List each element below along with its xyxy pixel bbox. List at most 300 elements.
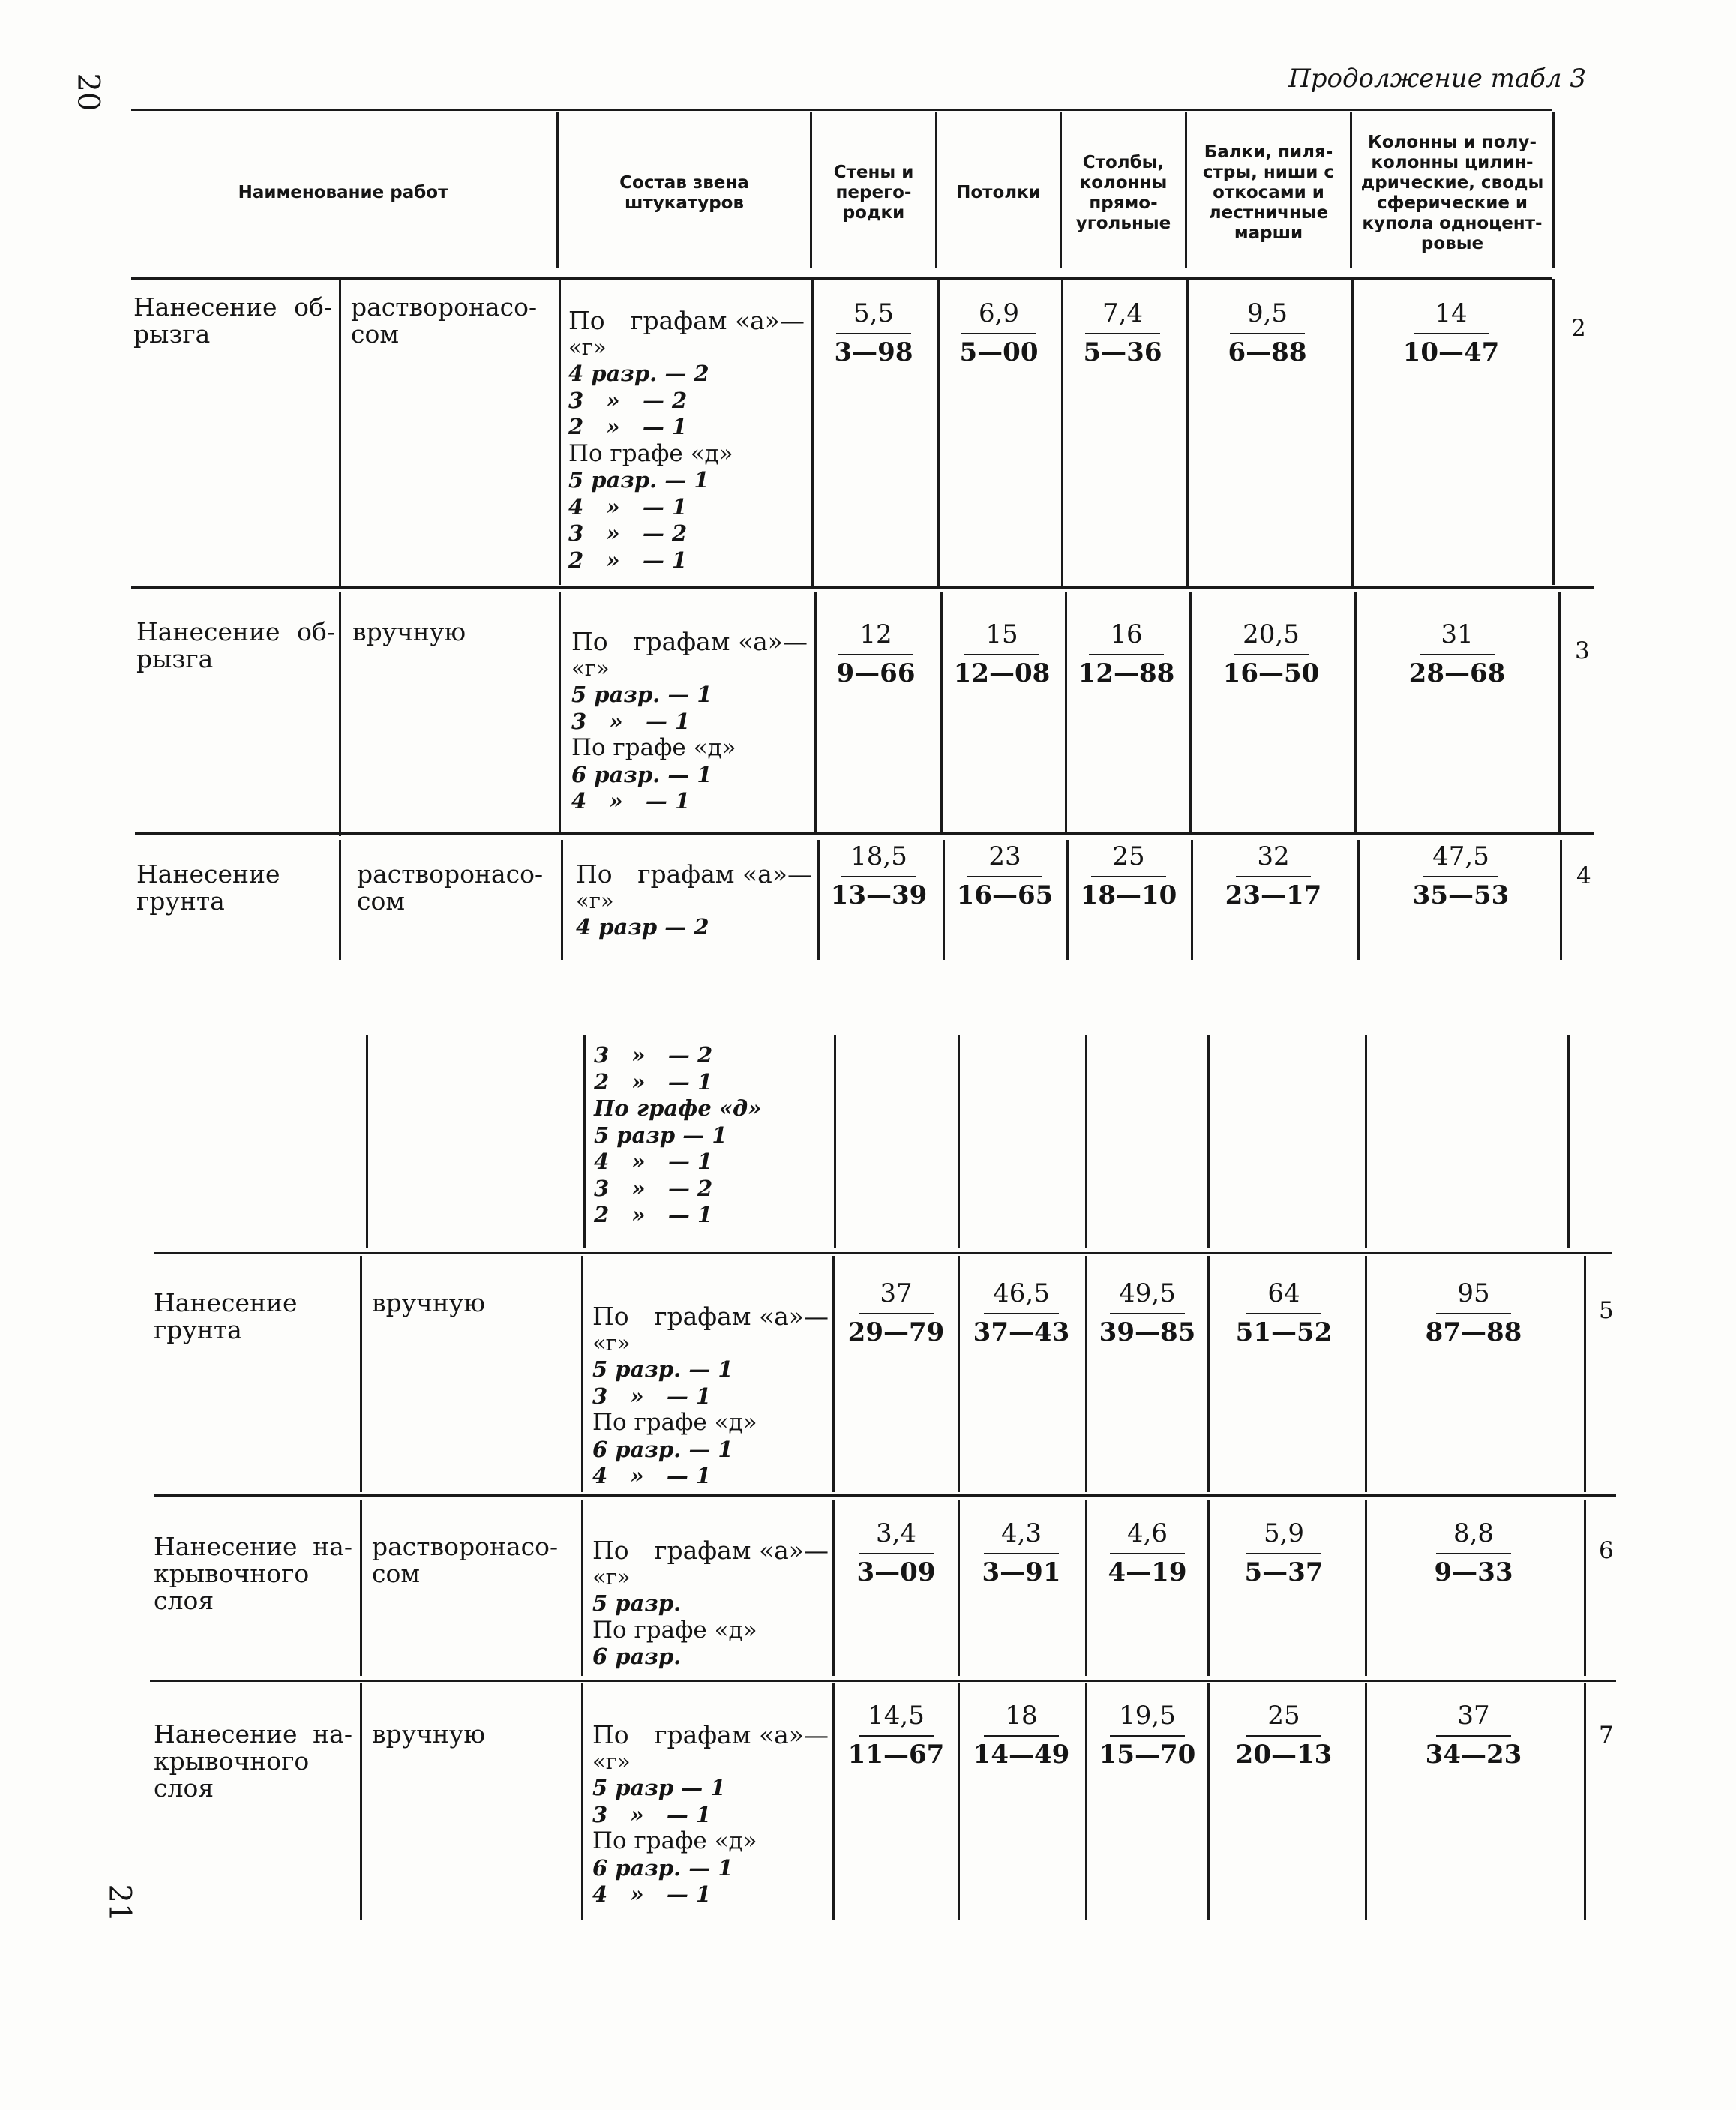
row-number: 7 (1599, 1722, 1614, 1749)
norm-time: 16 (1110, 619, 1143, 649)
norm-time: 37 (880, 1278, 913, 1308)
work-name-word: на- (313, 1719, 352, 1749)
col-divider (360, 1500, 362, 1676)
norm-value (1072, 841, 1185, 910)
norm-value (1091, 1701, 1204, 1770)
norm-value (820, 619, 932, 688)
norm-time: 64 (1267, 1278, 1300, 1308)
norm-time: 5,9 (1263, 1518, 1305, 1548)
header-text: марши (1234, 223, 1303, 243)
work-method-line: сом (372, 1559, 421, 1588)
crew-composition (592, 1722, 829, 1908)
col-divider (583, 1035, 586, 1248)
norm-value (965, 1278, 1078, 1347)
norm-price: 18—10 (1080, 880, 1177, 910)
norm-price: 35—53 (1412, 880, 1510, 910)
crew-line: 5 разр. (592, 1590, 682, 1616)
norm-time: 47,5 (1432, 841, 1489, 871)
continuation-label: Продолжение табл 3 (1288, 64, 1586, 94)
header-pillars (1062, 112, 1185, 274)
norm-time: 18 (1005, 1701, 1038, 1731)
norm-value (823, 841, 935, 910)
norm-time: 31 (1441, 619, 1474, 649)
work-name-line (154, 1290, 352, 1317)
crew-line: «г» (592, 1563, 631, 1590)
crew-line: 4 разр — 2 (576, 914, 709, 940)
crew-word: графам «а»— (654, 1302, 829, 1331)
work-name (154, 1721, 352, 1802)
header-text: колонны цилин- (1371, 152, 1534, 172)
col-divider (1191, 840, 1193, 960)
work-method-line: вручную (372, 1719, 486, 1749)
work-method-line: вручную (372, 1288, 486, 1317)
col-divider (1354, 592, 1357, 832)
header-text: колонны (1079, 172, 1168, 193)
crew-line: 3 » — 1 (571, 708, 691, 734)
work-name (136, 619, 335, 673)
header-ceilings (937, 112, 1060, 274)
norm-value (949, 841, 1061, 910)
col-divider (1365, 1256, 1367, 1492)
norm-price: 5—36 (1083, 337, 1162, 367)
crew-line: 5 разр — 1 (592, 1775, 726, 1800)
col-divider (940, 592, 943, 832)
norm-time: 25 (1267, 1701, 1300, 1731)
norm-price: 9—66 (836, 658, 916, 688)
work-method-line: растворонасо- (372, 1532, 559, 1561)
crew-line: 2 » — 1 (568, 414, 688, 439)
norm-price: 9—33 (1434, 1557, 1513, 1587)
work-method-line: растворонасо- (351, 292, 538, 322)
col-divider (360, 1683, 362, 1920)
col-divider (937, 279, 940, 586)
col-divider (832, 1500, 835, 1676)
norm-time: 20,5 (1243, 619, 1300, 649)
header-text: лестничные (1208, 203, 1329, 223)
crew-line: «г» (592, 1329, 631, 1356)
work-name-line: слоя (154, 1773, 214, 1803)
norm-price: 13—39 (830, 880, 928, 910)
norm-price: 5—37 (1244, 1557, 1324, 1587)
work-name-line (133, 294, 332, 321)
norm-price: 15—70 (1099, 1740, 1196, 1770)
crew-line: 3 » — 1 (592, 1383, 712, 1409)
norm-time: 9,5 (1246, 298, 1288, 328)
col-divider (811, 279, 814, 586)
crew-line: 4 разр. — 2 (568, 361, 709, 386)
norm-value (1417, 1701, 1530, 1770)
col-divider (561, 840, 563, 960)
table-top-rule (131, 109, 1552, 111)
norm-time: 95 (1457, 1278, 1490, 1308)
crew-line: По графе «д» (594, 1095, 762, 1121)
crew-line: По графе «д» (592, 1827, 757, 1854)
work-method-line: растворонасо- (357, 859, 544, 889)
norm-price: 23—17 (1225, 880, 1322, 910)
col-divider (581, 1683, 583, 1920)
col-divider (1085, 1256, 1087, 1492)
col-divider (1552, 112, 1555, 268)
norm-price: 3—09 (856, 1557, 936, 1587)
work-name-line (154, 1721, 352, 1748)
header-text: купола одноцент- (1362, 213, 1543, 233)
norm-price: 28—68 (1408, 658, 1506, 688)
norm-time: 49,5 (1119, 1278, 1176, 1308)
col-divider (1351, 279, 1354, 586)
crew-line: По графе «д» (571, 734, 736, 761)
col-divider (1560, 840, 1562, 960)
work-name-word: Нанесение (154, 1532, 298, 1561)
col-divider (581, 1500, 583, 1676)
col-divider (1085, 1683, 1087, 1920)
crew-composition (594, 1042, 761, 1229)
norm-price: 3—91 (982, 1557, 1061, 1587)
norm-price: 29—79 (847, 1317, 945, 1347)
norm-price: 14—49 (973, 1740, 1070, 1770)
norm-value (1417, 1278, 1530, 1347)
header-beams (1187, 112, 1350, 274)
norm-price: 5—00 (959, 337, 1039, 367)
work-method (357, 861, 543, 915)
crew-line: По графе «д» (592, 1616, 757, 1644)
col-divider (1365, 1035, 1367, 1248)
crew-word: графам «а»— (654, 1536, 829, 1565)
col-divider (1207, 1035, 1210, 1248)
crew-word: графам «а»— (630, 306, 805, 335)
row-rule (135, 832, 1594, 835)
norm-time: 15 (985, 619, 1018, 649)
norm-time: 19,5 (1119, 1701, 1176, 1731)
header-text: Балки, пиля- (1204, 142, 1333, 162)
crew-composition (571, 628, 808, 815)
col-divider (1207, 1500, 1210, 1676)
norm-time: 8,8 (1453, 1518, 1495, 1548)
norm-price: 16—65 (956, 880, 1054, 910)
crew-composition (568, 307, 805, 574)
crew-word: По (571, 627, 608, 656)
crew-line: 3 » — 2 (568, 520, 688, 546)
norm-value (1228, 1701, 1340, 1770)
norm-value (1228, 1278, 1340, 1347)
norm-time: 25 (1112, 841, 1145, 871)
col-divider (1065, 592, 1067, 832)
header-text: угольные (1075, 213, 1171, 233)
header-text: сферические и (1376, 193, 1528, 213)
norm-value (1070, 619, 1183, 688)
norm-time: 46,5 (993, 1278, 1050, 1308)
norm-value (1401, 619, 1513, 688)
row-rule (150, 1680, 1616, 1682)
work-name-line (154, 1533, 352, 1560)
work-method-line: сом (351, 319, 400, 349)
crew-line (592, 1537, 829, 1564)
crew-line: 6 разр. — 1 (592, 1436, 733, 1462)
norm-time: 4,3 (1000, 1518, 1042, 1548)
row-number: 2 (1571, 315, 1586, 342)
col-divider (1357, 840, 1360, 960)
norm-time: 14,5 (868, 1701, 925, 1731)
work-method (351, 294, 537, 348)
norm-time: 6,9 (978, 298, 1020, 328)
norm-price: 4—19 (1108, 1557, 1187, 1587)
header-text: штукатуров (624, 193, 745, 213)
norm-price: 11—67 (847, 1740, 945, 1770)
norm-value (1091, 1518, 1204, 1587)
work-name-line: рызга (136, 644, 214, 673)
norm-time: 3,4 (875, 1518, 917, 1548)
header-name (131, 112, 555, 274)
work-name-word: на- (313, 1532, 352, 1561)
row-rule (131, 586, 1594, 589)
work-name (133, 294, 332, 348)
col-divider (1186, 279, 1189, 586)
crew-line: 5 разр — 1 (594, 1122, 727, 1148)
norm-price: 3—98 (834, 337, 913, 367)
work-name-line: крывочного (154, 1559, 310, 1588)
crew-word: По (592, 1536, 629, 1565)
work-method (372, 1721, 485, 1748)
crew-line: «г» (576, 887, 614, 913)
norm-time: 32 (1257, 841, 1290, 871)
crew-line: 6 разр. — 1 (592, 1854, 733, 1881)
col-divider (1189, 592, 1192, 832)
crew-line: 6 разр. (592, 1644, 682, 1669)
crew-line: 2 » — 1 (594, 1068, 713, 1095)
crew-composition (576, 861, 812, 941)
crew-composition (592, 1537, 829, 1671)
col-divider (1558, 592, 1561, 832)
norm-time: 7,4 (1102, 298, 1144, 328)
col-divider (1552, 279, 1555, 585)
norm-time: 23 (988, 841, 1021, 871)
work-name-line: крывочного (154, 1746, 310, 1776)
norm-price: 37—43 (973, 1317, 1070, 1347)
row-rule (154, 1494, 1616, 1497)
crew-word: По (568, 306, 605, 335)
row-number: 5 (1599, 1297, 1614, 1324)
norm-value (1211, 298, 1324, 367)
work-name-line: грунта (154, 1315, 242, 1344)
crew-word: По (576, 859, 613, 889)
header-text: дрические, своды (1360, 172, 1544, 193)
crew-line (592, 1722, 829, 1749)
work-name-line: рызга (133, 319, 211, 349)
header-text: Потолки (956, 183, 1041, 202)
norm-value (1228, 1518, 1340, 1587)
col-divider (814, 592, 817, 832)
work-name-line: слоя (154, 1586, 214, 1615)
page-number-top: 20 (70, 73, 106, 112)
norm-price: 51—52 (1235, 1317, 1333, 1347)
header-text: перего- (835, 183, 912, 202)
norm-price: 20—13 (1235, 1740, 1333, 1770)
header-name-text: Наименование работ (238, 183, 448, 202)
header-composition (559, 112, 810, 274)
norm-value (1215, 619, 1327, 688)
norm-value (965, 1518, 1078, 1587)
crew-line: 3 » — 2 (594, 1042, 713, 1068)
norm-value (943, 298, 1055, 367)
col-divider (339, 840, 341, 960)
header-text: прямо- (1089, 193, 1158, 213)
col-divider (943, 840, 945, 960)
col-divider (958, 1035, 960, 1248)
norm-price: 39—85 (1099, 1317, 1196, 1347)
col-divider (1085, 1500, 1087, 1676)
crew-line: 4 » — 1 (592, 1881, 712, 1907)
crew-line: «г» (568, 334, 607, 360)
col-divider (1066, 840, 1069, 960)
crew-line (568, 307, 805, 334)
col-divider (1584, 1500, 1586, 1676)
norm-time: 14 (1435, 298, 1468, 328)
norm-time: 37 (1457, 1701, 1490, 1731)
col-divider (339, 279, 341, 586)
crew-line: 3 » — 2 (594, 1175, 713, 1201)
crew-line: 4 » — 1 (594, 1149, 713, 1174)
crew-word: графам «а»— (633, 627, 808, 656)
work-name (154, 1533, 352, 1614)
work-name-line (136, 619, 335, 646)
norm-value (1217, 841, 1330, 910)
col-divider (832, 1256, 835, 1492)
norm-time: 18,5 (850, 841, 907, 871)
header-text: родки (842, 203, 905, 223)
header-columns (1352, 112, 1552, 274)
norm-value (817, 298, 930, 367)
work-name-word: Нанесение (136, 859, 280, 889)
col-divider (1207, 1256, 1210, 1492)
col-divider (958, 1256, 960, 1492)
header-text: ровые (1420, 233, 1484, 253)
crew-line: 2 » — 1 (594, 1202, 713, 1227)
norm-value (1417, 1518, 1530, 1587)
norm-value (1091, 1278, 1204, 1347)
crew-line: 4 » — 1 (571, 788, 691, 814)
crew-word: графам «а»— (654, 1720, 829, 1749)
col-divider (832, 1683, 835, 1920)
header-text: откосами и (1213, 183, 1324, 202)
crew-line: 2 » — 1 (568, 547, 688, 573)
work-name-word: об- (297, 617, 335, 646)
work-name (136, 861, 335, 915)
col-divider (360, 1256, 362, 1492)
crew-line: По графе «д» (568, 439, 733, 467)
col-divider (559, 279, 561, 585)
header-text: Стены и (833, 163, 914, 182)
col-divider (581, 1256, 583, 1492)
norm-value (1395, 298, 1507, 367)
col-divider (559, 592, 561, 832)
work-method (372, 1290, 485, 1317)
norm-price: 34—23 (1425, 1740, 1522, 1770)
norm-price: 12—88 (1078, 658, 1175, 688)
crew-line (592, 1303, 829, 1330)
work-method (352, 619, 466, 646)
header-text: стры, ниши с (1202, 163, 1335, 182)
header-walls (812, 112, 935, 274)
work-name-word: об- (294, 292, 332, 322)
work-name-line (136, 861, 335, 888)
work-name-word: Нанесение (133, 292, 277, 322)
col-divider (1207, 1683, 1210, 1920)
col-divider (1567, 1035, 1570, 1248)
norm-price: 87—88 (1425, 1317, 1522, 1347)
work-name-word: Нанесение (136, 617, 280, 646)
norm-price: 10—47 (1402, 337, 1500, 367)
row-rule (154, 1252, 1612, 1254)
norm-time: 12 (859, 619, 892, 649)
row-number: 3 (1575, 637, 1590, 664)
work-method-line: сом (357, 886, 406, 916)
crew-line: 5 разр. — 1 (571, 682, 712, 707)
row-number: 6 (1599, 1537, 1614, 1564)
norm-value (840, 1701, 952, 1770)
col-divider (1061, 279, 1063, 586)
norm-value (965, 1701, 1078, 1770)
norm-value (1405, 841, 1517, 910)
header-text: Состав звена (619, 172, 749, 193)
col-divider (366, 1035, 368, 1248)
col-divider (1365, 1683, 1367, 1920)
col-divider (339, 592, 341, 836)
work-name-word: Нанесение (154, 1719, 298, 1749)
col-divider (834, 1035, 836, 1248)
header-text: Столбы, (1082, 152, 1165, 172)
crew-line: «г» (571, 655, 610, 681)
crew-line: 6 разр. — 1 (571, 761, 712, 787)
norm-time: 5,5 (853, 298, 895, 328)
work-name-word: Нанесение (154, 1288, 298, 1317)
crew-line: 4 » — 1 (592, 1463, 712, 1488)
crew-line (576, 861, 812, 888)
norm-value (1066, 298, 1179, 367)
col-divider (1085, 1035, 1087, 1248)
norm-price: 16—50 (1222, 658, 1320, 688)
crew-line: 5 разр. — 1 (592, 1356, 733, 1382)
norm-price: 6—88 (1228, 337, 1307, 367)
norm-value (840, 1518, 952, 1587)
crew-line: По графе «д» (592, 1409, 757, 1436)
crew-line (571, 628, 808, 655)
page-number-bottom: 21 (102, 1884, 137, 1923)
col-divider (958, 1683, 960, 1920)
header-bottom-rule (131, 277, 1552, 280)
norm-value (946, 619, 1058, 688)
crew-word: По (592, 1302, 629, 1331)
crew-line: 4 » — 1 (568, 493, 688, 520)
col-divider (817, 840, 820, 960)
row-number: 4 (1576, 862, 1591, 889)
crew-line: «г» (592, 1748, 631, 1774)
col-divider (1584, 1683, 1586, 1920)
work-name-line: грунта (136, 886, 225, 916)
crew-word: По (592, 1720, 629, 1749)
work-method (372, 1533, 558, 1587)
work-name (154, 1290, 352, 1344)
header-text: Колонны и полу- (1367, 132, 1537, 152)
crew-composition (592, 1303, 829, 1490)
col-divider (1584, 1256, 1586, 1492)
norm-price: 12—08 (953, 658, 1051, 688)
col-divider (1365, 1500, 1367, 1676)
crew-line: 5 разр. — 1 (568, 467, 709, 493)
crew-line: 3 » — 2 (568, 387, 688, 413)
crew-line: 3 » — 1 (592, 1801, 712, 1827)
crew-word: графам «а»— (637, 859, 812, 889)
norm-value (840, 1278, 952, 1347)
work-method-line: вручную (352, 617, 466, 646)
